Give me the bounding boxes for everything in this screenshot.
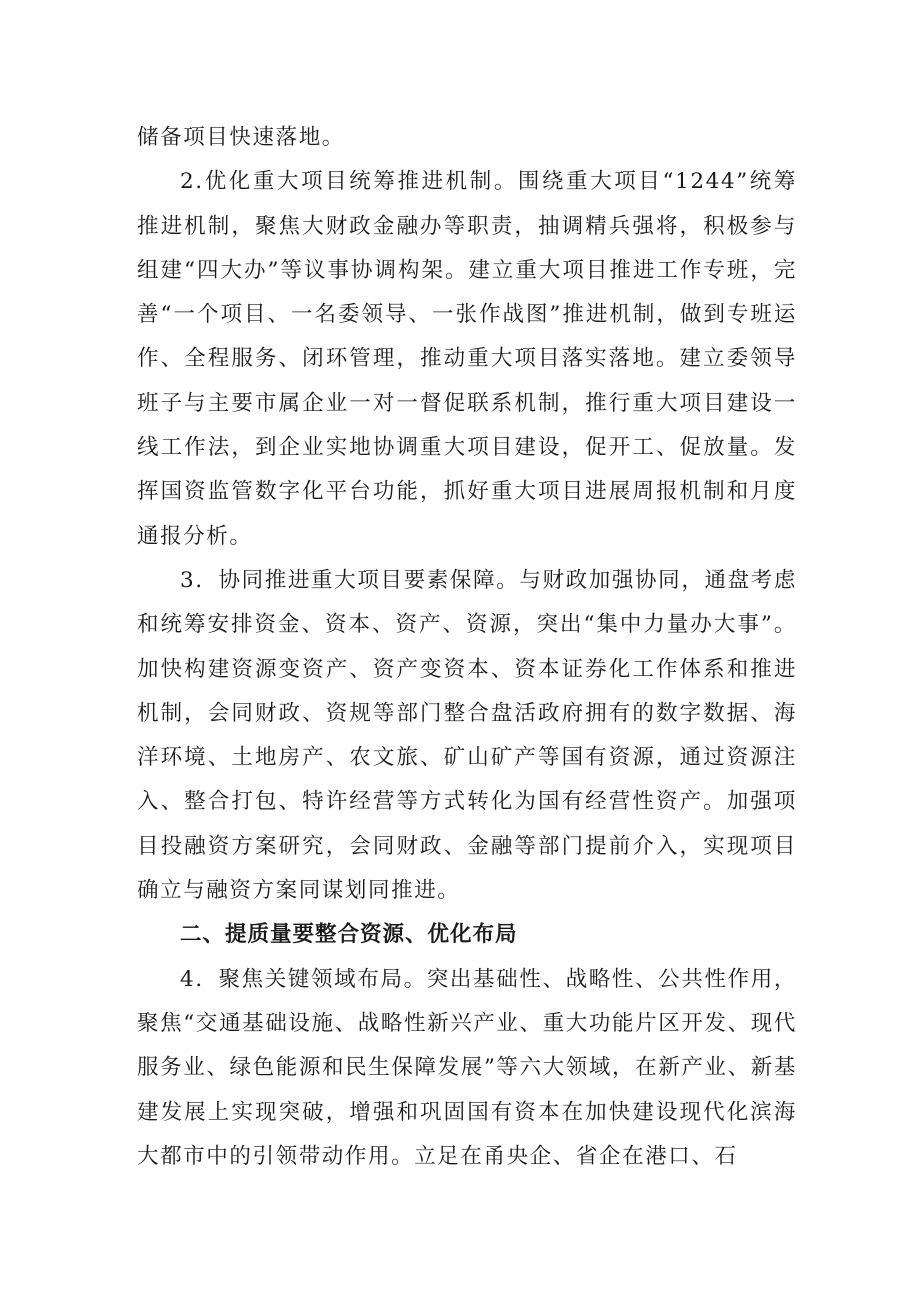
paragraph-4: 4．聚焦关键领域布局。突出基础性、战略性、公共性作用，聚焦“交通基础设施、战略性新兴产业、重大功能片区开发、现代服务业、绿色能源和民生保障发展”等六大领域，在新产业、新基建发展上实现突破，增强和巩固国有资本在加快建设现代化滨海大都市中的引领带动作用。立足在甬央企、省企在港口、石 [137,966,797,1169]
paragraph-3: 3．协同推进重大项目要素保障。与财政加强协同，通盘考虑和统筹安排资金、资本、资产、资源，突出“集中力量办大事”。加快构建资源变资产、资产变资本、资本证券化工作体系和推进机制，会同财政、资规等部门整合盘活政府拥有的数字数据、海洋环境、土地房产、农文旅、矿山矿产等国有资源，通过资源注入、整合打包、特许经营等方式转化为国有经营性资产。加强项目投融资方案研究，会同财政、金融等部门提前介入，实现项目确立与融资方案同谋划同推进。 [137,567,797,904]
paragraph-continued: 储备项目快速落地。 [137,125,345,150]
paragraph-2: 2.优化重大项目统筹推进机制。围绕重大项目“1244”统筹推进机制，聚焦大财政金融办等职责，抽调精兵强将，积极参与组建“四大办”等议事协调构架。建立重大项目推进工作专班，完善“一个项目、一名委领导、一张作战图”推进机制，做到专班运作、全程服务、闭环管理，推动重大项目落实落地。建立委领导班子与主要市属企业一对一督促联系机制，推行重大项目建设一线工作法，到企业实地协调重大项目建设，促开工、促放量。发挥国资监管数字化平台功能，抓好重大项目进展周报机制和月度通报分析。 [137,169,797,549]
document-body [137,116,797,1179]
section-heading: 二、提质量要整合资源、优化布局 [180,922,518,948]
